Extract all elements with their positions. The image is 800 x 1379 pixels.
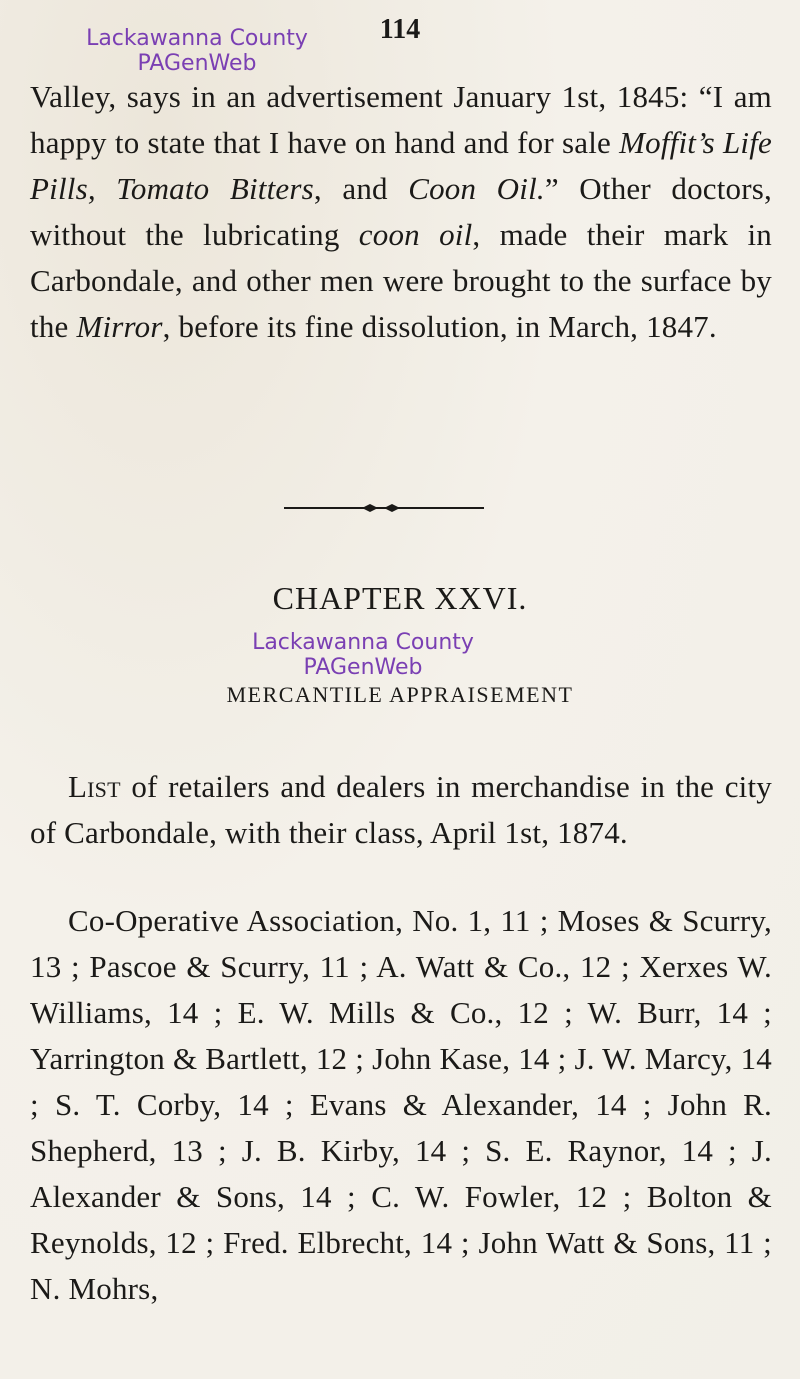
- para1-italic-2: Coon Oil.: [408, 171, 545, 206]
- para1-text-3: ” Other doctors, without the lubricating: [30, 171, 772, 252]
- paragraph-retailers-list: Co-Operative Association, No. 1, 11 ; Moses & Scurry, 13 ; Pascoe & Scurry, 11 ; A. Watt & Co., 12 ; Xerxes W. Williams, 14 ; E. W. Mills & Co., 12 ; W. Burr, 14 ; Yarrington & Bartlett, 12 ; John Kase, 14 ; J. W. Marcy, 14 ; S. T. Corby, 14 ; Evans & Alexander, 14 ; John R. Shepherd, 13 ; J. B. Kirby, 14 ; S. E. Raynor, 14 ; J. Alexander & Sons, 14 ; C. W. Fowler, 12 ; Bolton & Reynolds, 12 ; Fred. Elbrecht, 14 ; John Watt & Sons, 11 ; N. Mohrs,: [30, 903, 772, 1306]
- watermark-line2: PAGenWeb: [137, 51, 257, 76]
- chapter-title: CHAPTER XXVI.: [272, 580, 528, 616]
- para1-text-2: , and: [313, 171, 409, 206]
- watermark-line1: Lackawanna County: [86, 26, 308, 51]
- watermark-line2: PAGenWeb: [303, 655, 423, 680]
- watermark-top: [66, 26, 328, 76]
- page-number: 114: [379, 14, 421, 45]
- paragraph-advertisement: [30, 74, 772, 350]
- para2-text: of retailers and dealers in merchandise in the city of Carbondale, with their class, April 1st, 1874.: [30, 769, 772, 850]
- para2-lead-word: List: [68, 769, 121, 804]
- watermark-line1: Lackawanna County: [252, 630, 474, 655]
- para1-italic-3: coon oil: [358, 217, 473, 252]
- para1-text-5: , before its fine dissolution, in March, 1847.: [162, 309, 717, 344]
- watermark-middle: [232, 630, 494, 680]
- para1-text-4: , made their mark in Carbondale, and other men were brought to the surface by the: [30, 217, 773, 344]
- para1-text-1: Valley, says in an advertisement January 1st, 1845: “I am happy to state that I have on hand and for sale: [30, 79, 772, 160]
- para1-italic-4: Mirror: [76, 309, 163, 344]
- para1-italic-1: Moffit’s Life Pills, Tomato Bitters: [30, 125, 773, 206]
- paragraph-list-intro: [30, 764, 772, 856]
- section-divider: [284, 503, 484, 513]
- chapter-subtitle: MERCANTILE APPRAISEMENT: [226, 682, 574, 707]
